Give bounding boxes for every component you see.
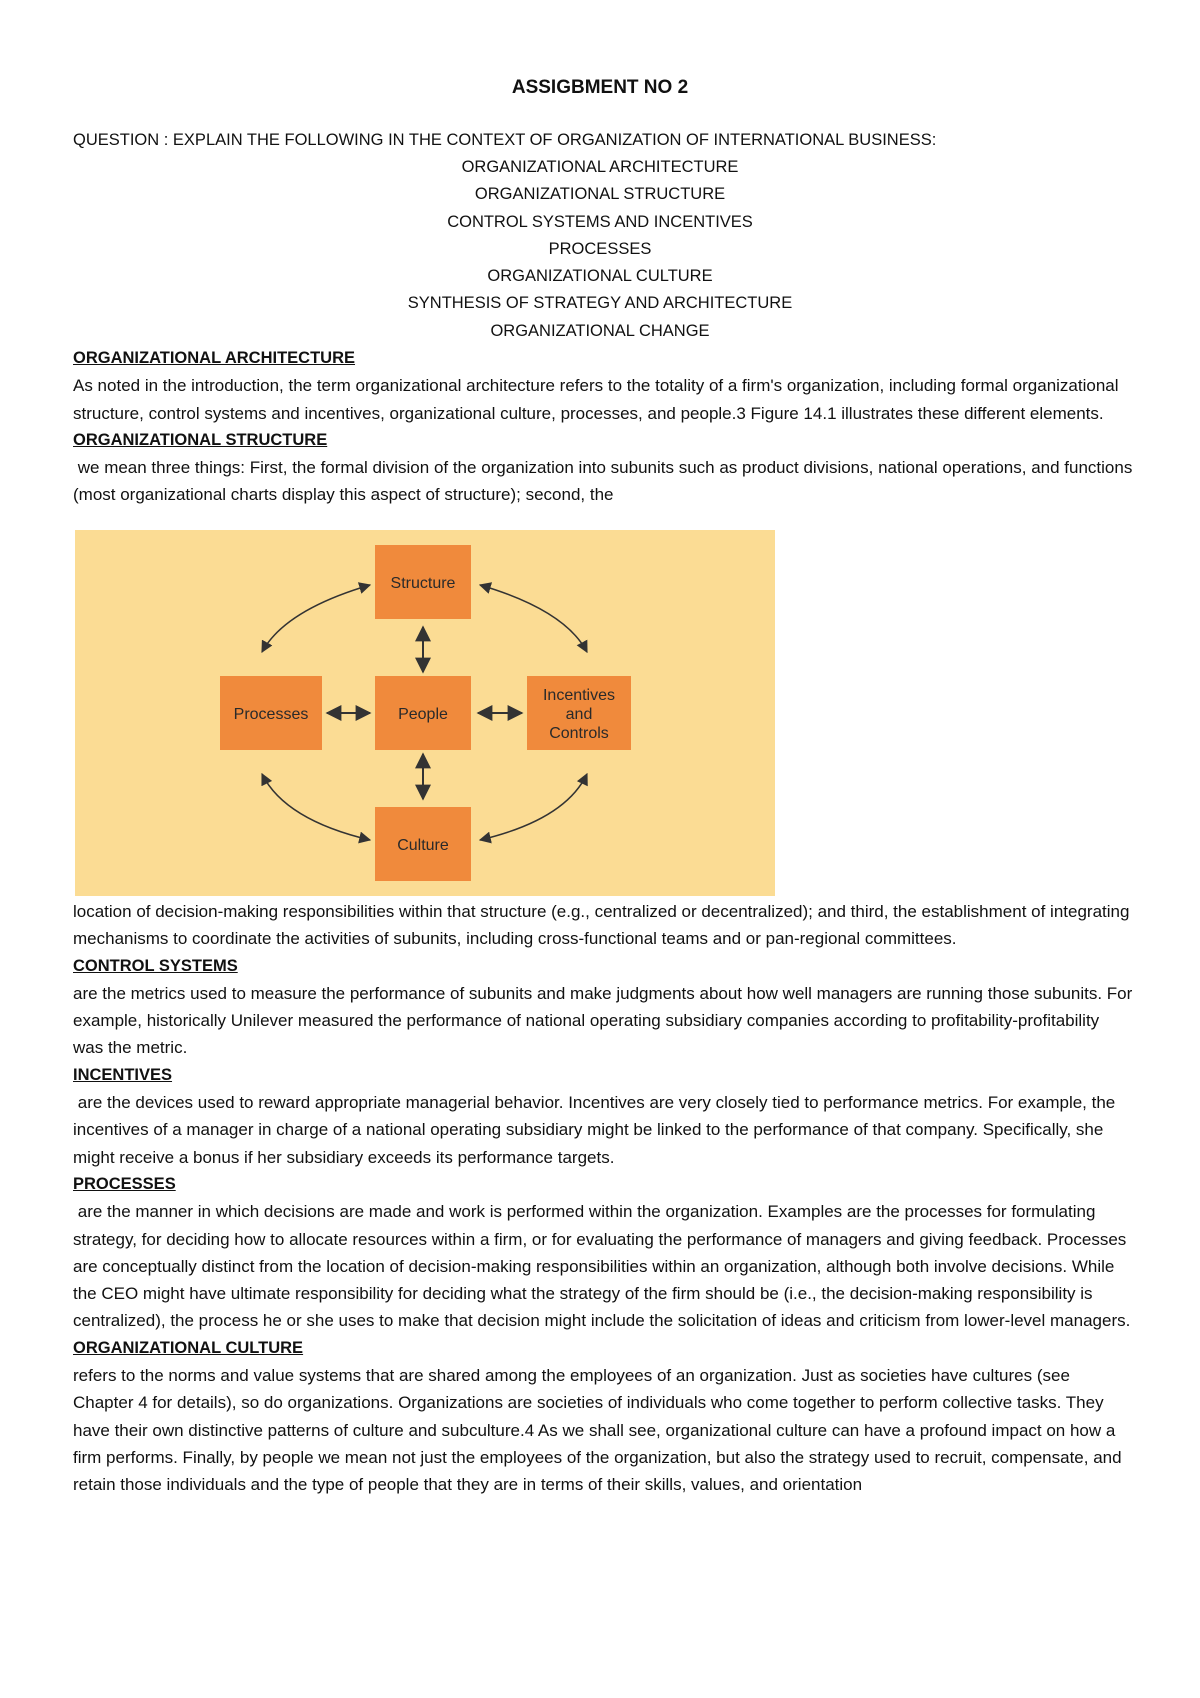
topic-item: CONTROL SYSTEMS AND INCENTIVES xyxy=(447,212,753,231)
label-controls: Controls xyxy=(549,725,609,742)
heading-control-systems: CONTROL SYSTEMS xyxy=(73,956,238,975)
label-culture: Culture xyxy=(397,837,449,854)
arc-structure-processes xyxy=(262,585,370,652)
heading-structure: ORGANIZATIONAL STRUCTURE xyxy=(73,430,328,449)
topic-item: PROCESSES xyxy=(548,239,652,258)
paragraph-control-systems: are the metrics used to measure the performance of subunits and make judgments about how well managers are running those subunits. For example, historically Unilever measured the performance of national operating subsidiary companies according to profitability-profitability was the metric. xyxy=(73,983,1133,1058)
arc-structure-incentives xyxy=(480,585,587,652)
topic-item: SYNTHESIS OF STRATEGY AND ARCHITECTURE xyxy=(407,294,793,313)
paragraph-architecture: As noted in the introduction, the term organizational architecture refers to the totality of a firm's organization, including formal organizational structure, control systems and incentives, organizational culture, processes, and people.3 Figure 14.1 illustrates these different elements. xyxy=(73,376,1119,423)
heading-culture: ORGANIZATIONAL CULTURE xyxy=(73,1338,304,1357)
paragraph-processes: are the manner in which decisions are made and work is performed within the organization. Examples are the processes for formulating strategy, for deciding how to allocate resources within a firm, or for evaluating the performance of managers and giving feedback. Processes are conceptually distinct from the location of decision-making responsibilities within an organization, although both involve decisions. While the CEO might have ultimate responsibility for deciding what the strategy of the firm should be (i.e., the decision-making responsibility is centralized), the process he or she uses to make that decision might include the solicitation of ideas and criticism from lower-level managers. xyxy=(73,1202,1132,1331)
paragraph-incentives: are the devices used to reward appropriate managerial behavior. Incentives are very closely tied to performance metrics. For example, the incentives of a manager in charge of a national operating subsidiary might be linked to the performance of that company. Specifically, she might receive a bonus if her subsidiary exceeds its performance targets. xyxy=(73,1093,1120,1167)
assignment-title: ASSIGBMENT NO 2 xyxy=(511,77,689,98)
topics-list xyxy=(0,154,1200,345)
topic-item: ORGANIZATIONAL CHANGE xyxy=(490,321,710,340)
label-incentives: Incentives xyxy=(542,687,616,704)
arc-incentives-culture xyxy=(480,774,587,840)
question-text: QUESTION : EXPLAIN THE FOLLOWING IN THE CONTEXT OF ORGANIZATION OF INTERNATIONAL BUSINESS: xyxy=(73,131,937,149)
label-structure: Structure xyxy=(390,575,456,592)
section-after-figure xyxy=(73,898,1133,1499)
paragraph-structure-part1: we mean three things: First, the formal division of the organization into subunits such as product divisions, national operations, and functions (most organizational charts display this aspect of structure); second, the xyxy=(73,458,1138,505)
section-architecture-structure xyxy=(73,345,1138,509)
topic-item: ORGANIZATIONAL ARCHITECTURE xyxy=(461,158,739,176)
topic-item: ORGANIZATIONAL STRUCTURE xyxy=(474,185,726,204)
paragraph-culture: refers to the norms and value systems that are shared among the employees of an organization. Just as societies have cultures (see Chapter 4 for details), so do organizations. Organizations are societies of individuals who come together to perform collective tasks. They have their own distinctive patterns of culture and subculture.4 As we shall see, organizational culture can have a profound impact on how a firm performs. Finally, by people we mean not just the employees of the organization, but also the strategy used to recruit, compensate, and retain those individuals and the type of people that they are in terms of their skills, values, and orientation xyxy=(73,1366,1122,1495)
heading-processes: PROCESSES xyxy=(73,1174,176,1193)
organizational-architecture-figure xyxy=(75,530,775,896)
paragraph-structure-part2: location of decision-making responsibilities within that structure (e.g., centralized or decentralized); and third, the establishment of integrating mechanisms to coordinate the activities of subunits, including cross-functional teams and or pan-regional committees. xyxy=(73,902,1130,949)
label-and: and xyxy=(565,706,593,723)
label-people: People xyxy=(398,706,448,723)
architecture-diagram xyxy=(75,530,775,896)
topic-item: ORGANIZATIONAL CULTURE xyxy=(487,267,713,286)
heading-architecture: ORGANIZATIONAL ARCHITECTURE xyxy=(73,349,356,367)
arc-processes-culture xyxy=(262,774,370,840)
heading-incentives: INCENTIVES xyxy=(73,1065,173,1084)
label-processes: Processes xyxy=(233,706,309,723)
